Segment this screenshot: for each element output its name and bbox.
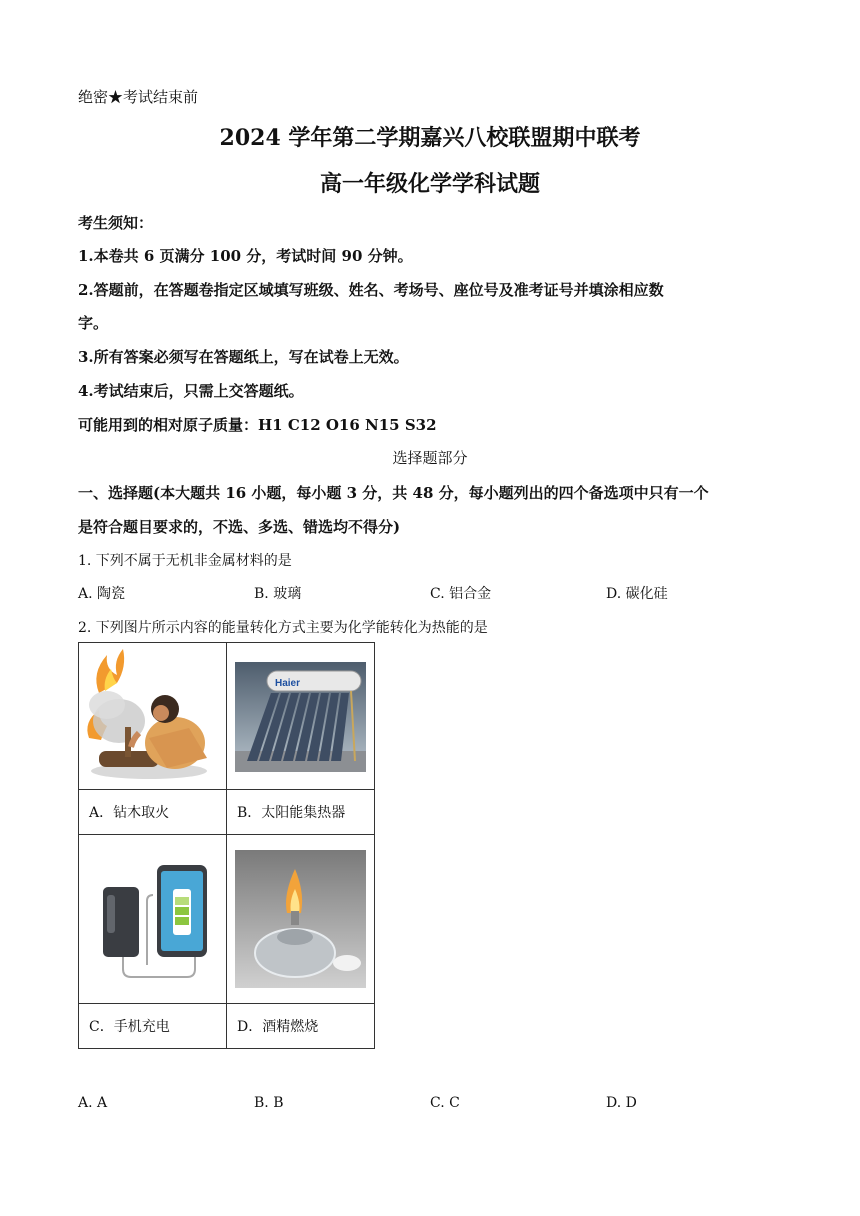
notice-item-2: 2.答题前，在答题卷指定区域填写班级、姓名、考场号、座位号及准考证号并填涂相应数 xyxy=(78,281,664,299)
section-instruction-2: 是符合题目要求的，不选、多选、错选均不得分) xyxy=(78,518,401,536)
phone-charging-icon xyxy=(79,835,226,1003)
caption-b: B．太阳能集热器 xyxy=(227,790,375,835)
q1-option-c: C. 铝合金 xyxy=(430,586,492,602)
notice-item-1: 1.本卷共 6 页满分 100 分，考试时间 90 分钟。 xyxy=(78,247,413,265)
atomic-masses: 可能用到的相对原子质量：H1 C12 O16 N15 S32 xyxy=(78,416,437,434)
confidential-label: 绝密★考试结束前 xyxy=(78,88,199,106)
image-phone-charging xyxy=(79,835,227,1004)
alcohol-lamp-icon xyxy=(227,835,374,1003)
q2-image-table xyxy=(78,642,375,1049)
notice-item-2-cont: 字。 xyxy=(78,314,109,332)
caveman-fire-icon xyxy=(79,643,226,789)
q2-option-d: D. D xyxy=(606,1095,637,1111)
exam-subtitle: 高一年级化学学科试题 xyxy=(319,171,540,197)
notice-heading: 考生须知： xyxy=(78,214,154,232)
caption-d: D．酒精燃烧 xyxy=(227,1004,375,1049)
q1-option-d: D. 碳化硅 xyxy=(606,586,668,602)
q2-option-c: C. C xyxy=(430,1095,460,1111)
q2-option-b: B. B xyxy=(254,1095,284,1111)
image-solar-heater xyxy=(227,643,375,790)
exam-title: 2024 学年第二学期嘉兴八校联盟期中联考 xyxy=(219,125,641,151)
q1-text: 1. 下列不属于无机非金属材料的是 xyxy=(78,553,292,569)
section-title: 选择题部分 xyxy=(392,449,468,467)
caption-a: A．钻木取火 xyxy=(79,790,227,835)
notice-item-3: 3.所有答案必须写在答题纸上，写在试卷上无效。 xyxy=(78,348,409,366)
section-instruction-1: 一、选择题(本大题共 16 小题，每小题 3 分，共 48 分，每小题列出的四个备选项中只有一个 xyxy=(78,484,709,502)
image-drill-fire xyxy=(79,643,227,790)
solar-heater-icon xyxy=(227,643,374,789)
q1-option-b: B. 玻璃 xyxy=(254,586,302,602)
caption-c: C．手机充电 xyxy=(79,1004,227,1049)
q2-option-a: A. A xyxy=(78,1095,108,1111)
image-alcohol-burning xyxy=(227,835,375,1004)
brand-logo: Haier xyxy=(275,678,301,689)
q1-option-a: A. 陶瓷 xyxy=(78,586,126,602)
notice-item-4: 4.考试结束后，只需上交答题纸。 xyxy=(78,382,304,400)
q2-text: 2. 下列图片所示内容的能量转化方式主要为化学能转化为热能的是 xyxy=(78,620,488,636)
